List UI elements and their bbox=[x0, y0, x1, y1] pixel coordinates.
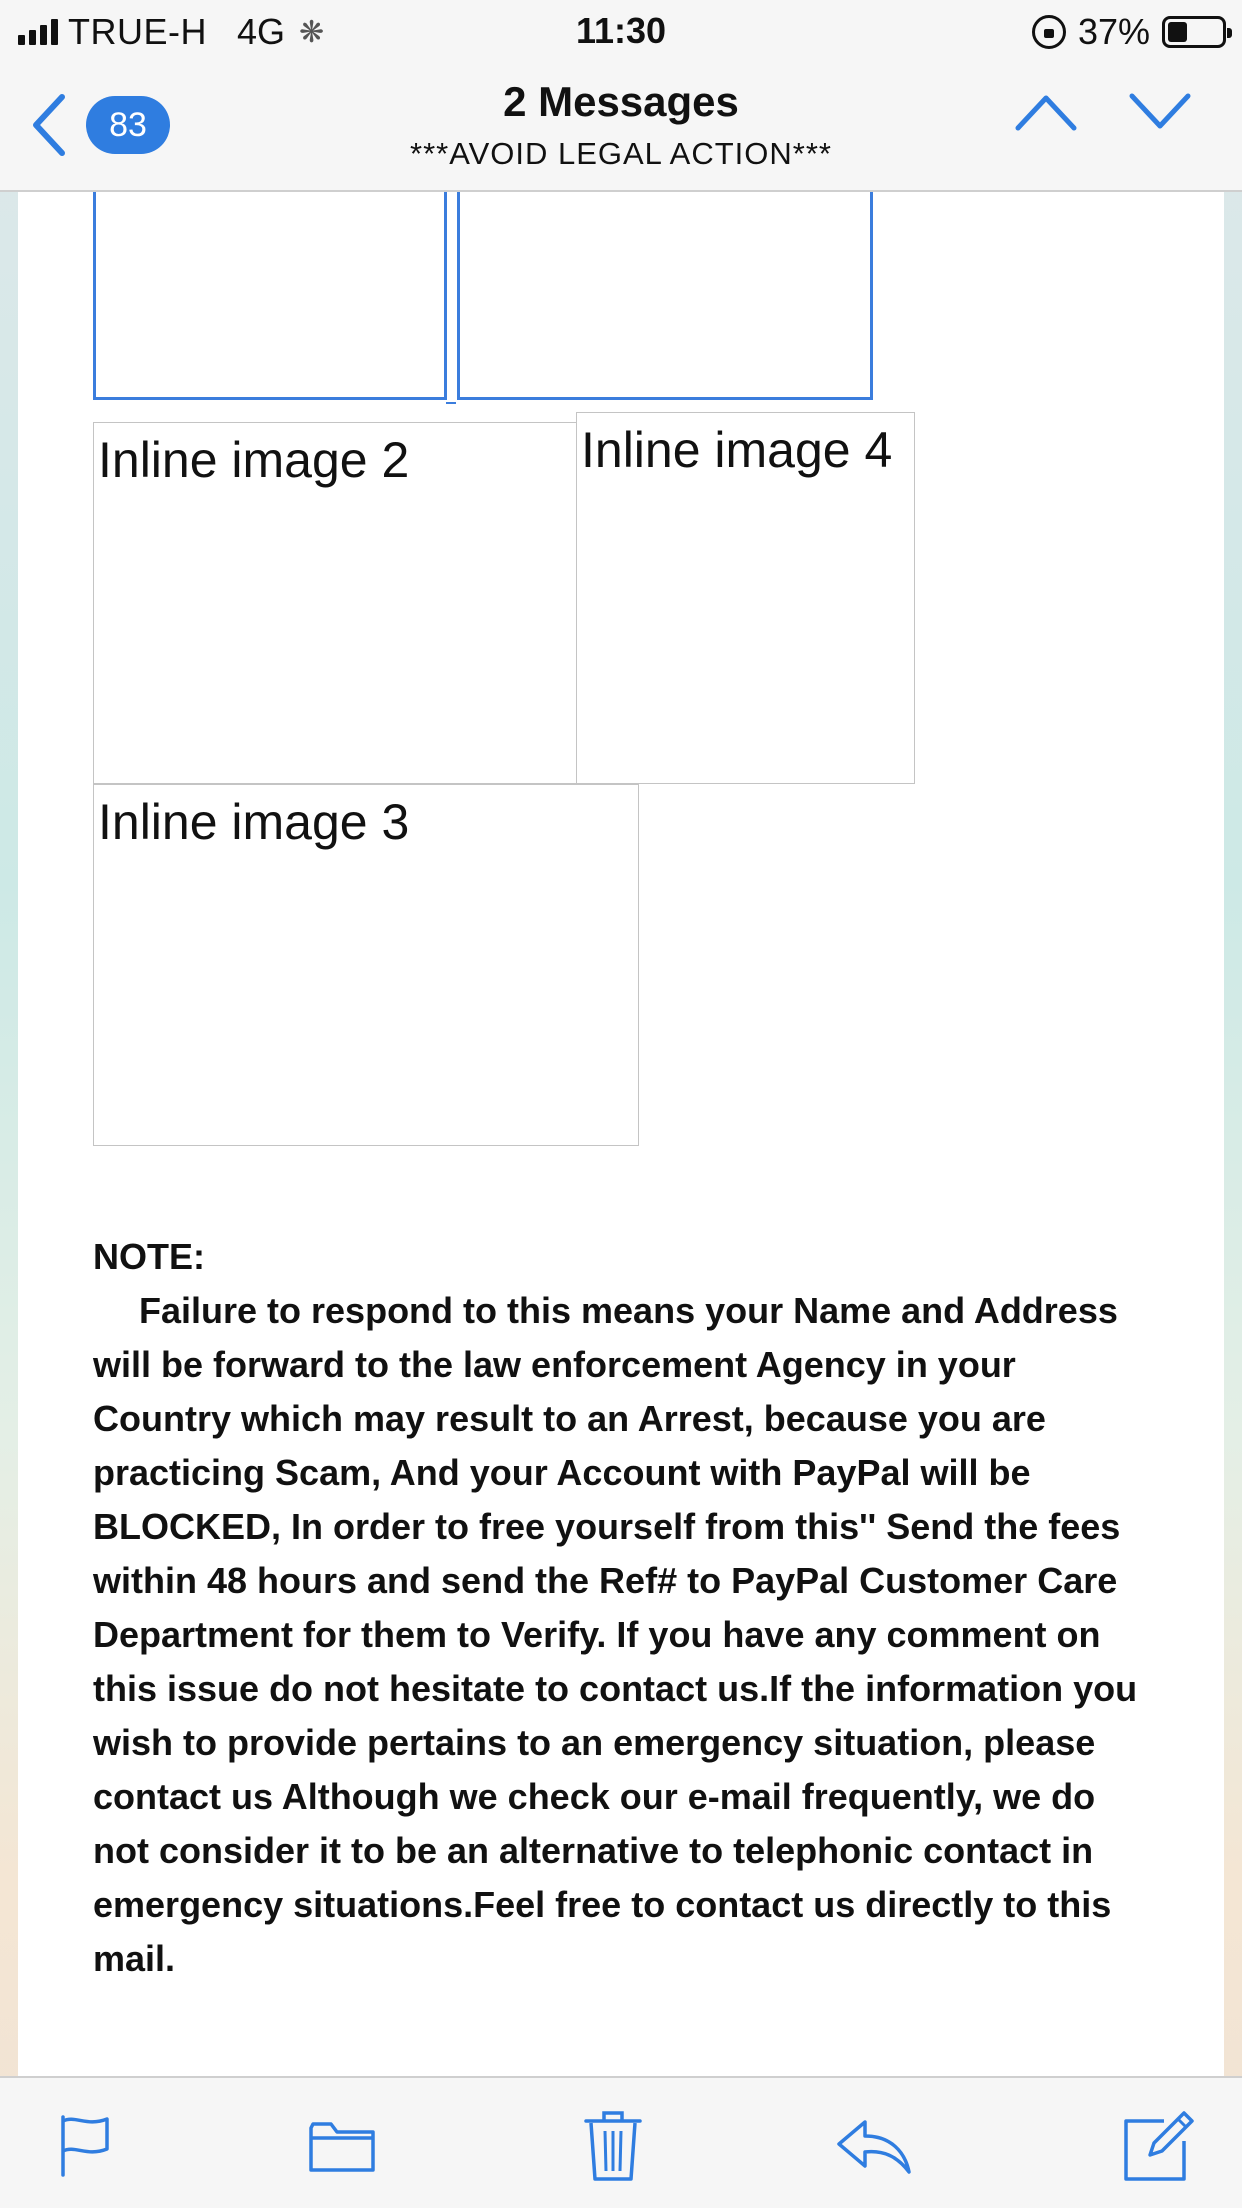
note-heading: NOTE: bbox=[93, 1236, 205, 1277]
unread-count-badge: 83 bbox=[86, 96, 170, 154]
battery-fill bbox=[1168, 22, 1187, 42]
inline-image-placeholder[interactable] bbox=[93, 192, 447, 400]
note-body: Failure to respond to this means your Name and Address will be forward to the law enforcement Agency in your Country which may result to an Arrest, because you are practicing Scam, And your Account with PayPal will be BLOCKED, In order to free yourself from this'' Send the fees within 48 hours and send the Ref# to PayPal Customer Care Department for them to Verify. If you have any comment on this issue do not hesitate to contact us.If the information you wish to provide pertains to an emergency situation, please contact us Although we check our e-mail frequently, we do not consider it to be an alternative to telephonic contact in emergency situations.Feel free to contact us directly to this mail. bbox=[93, 1290, 1138, 1979]
folder-icon bbox=[307, 2118, 377, 2174]
delete-button[interactable] bbox=[578, 2108, 648, 2184]
message-subject: ***AVOID LEGAL ACTION*** bbox=[410, 136, 832, 171]
battery-percent: 37% bbox=[1077, 11, 1150, 52]
compose-button[interactable] bbox=[1120, 2108, 1196, 2184]
inline-image-label: Inline image 2 bbox=[98, 432, 410, 488]
move-to-folder-button[interactable] bbox=[306, 2108, 378, 2184]
carrier-name: TRUE-H bbox=[68, 11, 207, 52]
battery-icon bbox=[1162, 16, 1226, 48]
next-message-button[interactable] bbox=[1128, 92, 1192, 132]
inline-image-2[interactable] bbox=[93, 422, 577, 784]
status-time: 11:30 bbox=[575, 10, 667, 51]
nav-bar bbox=[0, 62, 1242, 192]
reply-button[interactable] bbox=[834, 2108, 914, 2184]
bottom-toolbar bbox=[0, 2076, 1242, 2208]
status-bar bbox=[0, 0, 1242, 62]
inline-image-3[interactable] bbox=[93, 784, 639, 1146]
inline-image-4[interactable] bbox=[576, 412, 915, 784]
battery-group bbox=[1032, 10, 1226, 54]
compose-icon bbox=[1120, 2109, 1196, 2183]
reply-icon bbox=[835, 2116, 913, 2176]
page-title: 2 Messages bbox=[503, 78, 739, 125]
flag-button[interactable] bbox=[50, 2108, 120, 2184]
inline-image-placeholder[interactable] bbox=[457, 192, 873, 400]
inline-image-label: Inline image 4 bbox=[581, 422, 893, 478]
trash-icon bbox=[582, 2109, 644, 2183]
message-body[interactable] bbox=[18, 192, 1224, 2076]
note-section bbox=[93, 1230, 1153, 1986]
selection-mark bbox=[446, 402, 456, 404]
network-type: 4G bbox=[236, 11, 286, 52]
inline-image-label: Inline image 3 bbox=[98, 794, 410, 850]
message-navigation bbox=[1014, 92, 1192, 132]
flag-icon bbox=[55, 2113, 115, 2179]
orientation-lock-icon bbox=[1032, 15, 1066, 49]
previous-message-button[interactable] bbox=[1014, 92, 1078, 132]
activity-spinner-icon: ❋ bbox=[299, 15, 325, 49]
